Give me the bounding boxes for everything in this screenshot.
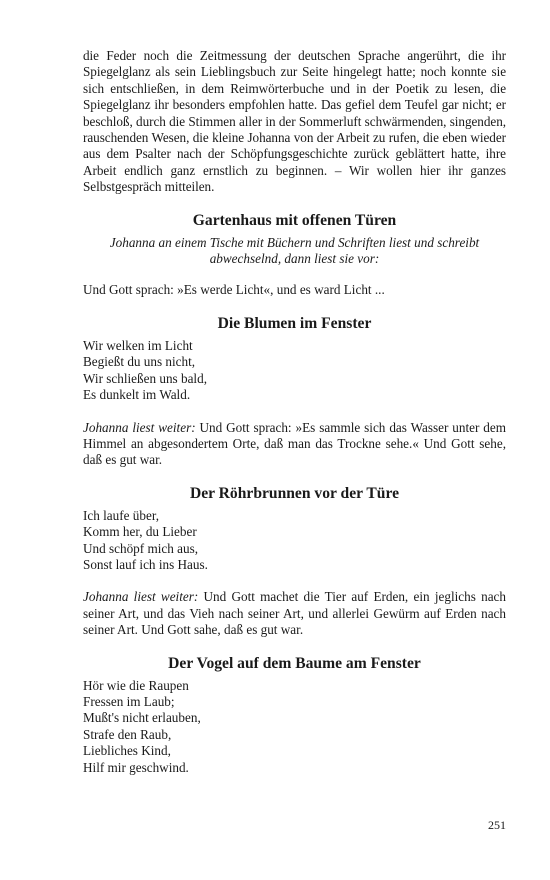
- reading-paragraph: [83, 589, 506, 638]
- verse-line: Fressen im Laub;: [83, 693, 175, 709]
- reading-text: Und Gott sprach: »Es sammle sich das Wasser unter dem Himmel an abgesondertem Orte, daß man das Trockne sehe.« Und Gott sehe, daß es gut war.: [83, 419, 506, 468]
- verse-line: Komm her, du Lieber: [83, 524, 197, 540]
- section-heading-blumen: Die Blumen im Fenster: [217, 314, 372, 332]
- reading-paragraph: [83, 420, 506, 469]
- verse-line: Sonst lauf ich ins Haus.: [83, 556, 208, 572]
- verse-line: Und schöpf mich aus,: [83, 540, 199, 556]
- verse-line: Liebliches Kind,: [83, 743, 171, 759]
- reading-label: Johanna liest weiter:: [83, 589, 199, 605]
- verse-line: Ich laufe über,: [83, 507, 159, 523]
- section-heading-gartenhaus: Gartenhaus mit offenen Türen: [192, 211, 397, 229]
- reading-line: Und Gott sprach: »Es werde Licht«, und es ward Licht ...: [83, 282, 385, 298]
- intro-paragraph: die Feder noch die Zeitmessung der deutschen Sprache angerührt, die ihr Spiegelglanz als sein Lieblingsbuch zur Seite hingelegt hatte; noch konnte sie sich entschließen, in dem Reimwörterbuche und in der Poetik zu lesen, die Spiegelglanz ihr besonders empfohlen hatte. Das gefiel dem Teufel gar nicht; er beschloß, durch die Stimmen aller in der Sommerluft schwärmenden, singenden, rauschenden Wesen, die kleine Johanna von der Arbeit zu rufen, die eben wieder aus dem Psalter nach der Schöpfungsgeschichte zurück geblättert hatte, ihre Arbeit endlich ganz ernstlich zu beginnen. – Wir wollen hier ihr ganzes Selbstgespräch mitteilen.: [83, 48, 506, 195]
- verse-line: Begießt du uns nicht,: [83, 354, 196, 370]
- reading-text: Und Gott machet die Tier auf Erden, ein jeglichs nach seiner Art, und das Vieh nach seiner Art, und allerlei Gewürm auf Erden nach seiner Art. Und Gott sahe, daß es gut war.: [83, 589, 506, 638]
- verse-line: Hör wie die Raupen: [83, 677, 189, 693]
- verse-line: Mußt's nicht erlauben,: [83, 710, 201, 726]
- verse-line: Strafe den Raub,: [83, 726, 172, 742]
- page-number: 251: [488, 818, 506, 832]
- verse-line: Wir schließen uns bald,: [83, 370, 207, 386]
- stage-direction: Johanna an einem Tische mit Büchern und Schriften liest und schreibt abwechselnd, dann liest sie vor:: [109, 234, 480, 267]
- page-body: [83, 48, 506, 776]
- verse-roehrbrunnen: [83, 508, 506, 574]
- section-heading-vogel: Der Vogel auf dem Baume am Fenster: [168, 654, 421, 672]
- verse-line: Wir welken im Licht: [83, 337, 193, 353]
- reading-label: Johanna liest weiter:: [83, 419, 196, 435]
- section-heading-roehrbrunnen: Der Röhrbrunnen vor der Türe: [189, 484, 400, 502]
- verse-vogel: [83, 678, 506, 776]
- verse-blumen: [83, 338, 506, 404]
- verse-line: Es dunkelt im Wald.: [83, 387, 191, 403]
- verse-line: Hilf mir geschwind.: [83, 759, 189, 775]
